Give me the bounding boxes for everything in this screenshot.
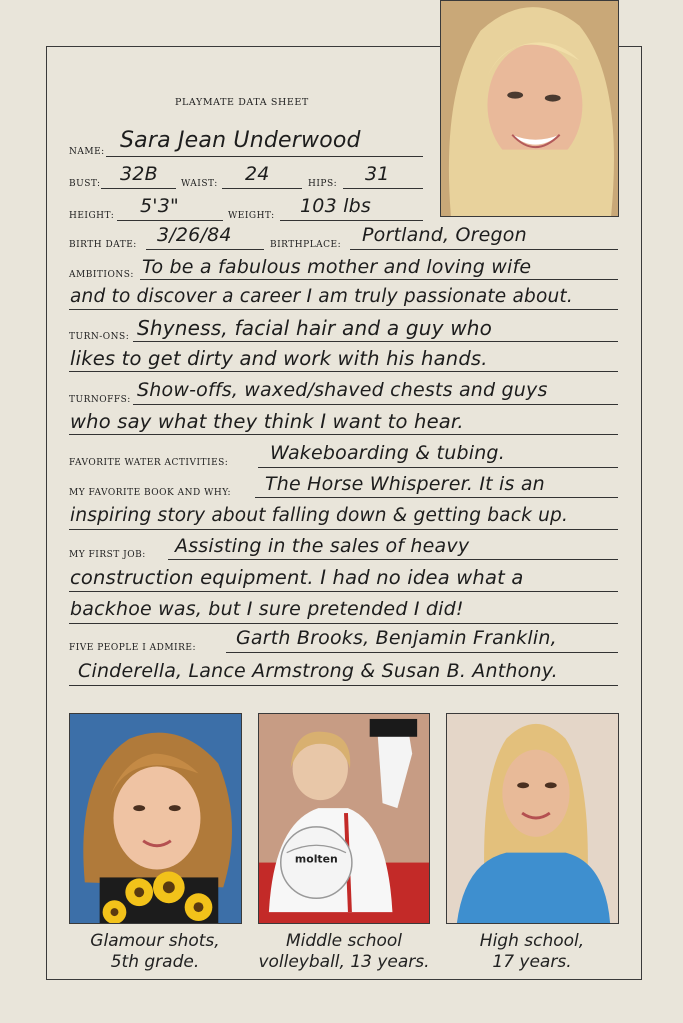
job-value-3: backhoe was, but I sure pretended I did! (70, 598, 464, 620)
weight-line (280, 220, 423, 221)
admire-line-2 (69, 685, 618, 686)
job-line-2 (69, 591, 618, 592)
birth-date-line (146, 249, 264, 250)
volleyball-caption-line-2: volleyball, 13 years. (258, 952, 430, 972)
height-value: 5'3" (140, 195, 179, 217)
turnoffs-line-2 (69, 434, 618, 435)
bust-line (101, 188, 176, 189)
height-line (117, 220, 223, 221)
bust-label: BUST: (69, 179, 101, 189)
glamour-caption (55, 931, 255, 973)
book-line-2 (69, 529, 618, 530)
name-label: NAME: (69, 147, 105, 157)
turn-ons-line-2 (69, 371, 618, 372)
birthplace-value: Portland, Oregon (362, 224, 527, 246)
birth-date-label: BIRTH DATE: (69, 240, 137, 250)
name-line (106, 156, 423, 157)
volleyball-caption-line-1: Middle school (285, 931, 403, 951)
water-label: FAVORITE WATER ACTIVITIES: (69, 458, 229, 468)
hips-value: 31 (365, 163, 390, 185)
birthplace-line (350, 249, 618, 250)
highschool-caption (437, 931, 627, 973)
ambitions-label: AMBITIONS: (69, 270, 134, 280)
turn-ons-label: TURN-ONS: (69, 332, 130, 342)
name-value: Sara Jean Underwood (120, 128, 361, 153)
admire-value-1: Garth Brooks, Benjamin Franklin, (236, 627, 557, 649)
highschool-caption-line-1: High school, (479, 931, 585, 951)
turn-ons-value-2: likes to get dirty and work with his hands. (70, 347, 488, 370)
job-value-1: Assisting in the sales of heavy (175, 535, 470, 557)
glamour-caption-line-1: Glamour shots, (90, 931, 220, 951)
book-line-1 (255, 497, 618, 498)
glamour-photo (69, 713, 242, 924)
ambitions-value-2: and to discover a career I am truly passionate about. (70, 286, 573, 307)
highschool-caption-line-2: 17 years. (492, 952, 572, 972)
volleyball-brand: molten (294, 852, 338, 866)
water-line (258, 467, 618, 468)
volleyball-caption (238, 931, 450, 973)
book-value-1: The Horse Whisperer. It is an (265, 473, 545, 495)
waist-label: WAIST: (181, 179, 218, 189)
ambitions-line-1 (140, 279, 618, 280)
book-value-2: inspiring story about falling down & getting back up. (70, 505, 569, 526)
ambitions-value-1: To be a fabulous mother and loving wife (142, 256, 532, 278)
highschool-photo (446, 713, 619, 924)
turnoffs-value-1: Show-offs, waxed/shaved chests and guys (137, 379, 548, 401)
admire-value-2: Cinderella, Lance Armstrong & Susan B. Anthony. (78, 660, 558, 682)
weight-value: 103 lbs (300, 195, 371, 217)
turn-ons-line-1 (133, 341, 618, 342)
bust-value: 32B (120, 163, 158, 185)
job-label: MY FIRST JOB: (69, 550, 146, 560)
job-value-2: construction equipment. I had no idea what a (70, 566, 524, 589)
job-line-3 (69, 623, 618, 624)
sheet-title: PLAYMATE DATA SHEET (175, 97, 309, 108)
weight-label: WEIGHT: (228, 211, 275, 221)
height-label: HEIGHT: (69, 211, 115, 221)
waist-line (222, 188, 302, 189)
turnoffs-value-2: who say what they think I want to hear. (70, 410, 464, 433)
turnoffs-label: TURNOFFS: (69, 395, 131, 405)
turn-ons-value-1: Shyness, facial hair and a guy who (137, 316, 493, 340)
ambitions-line-2 (69, 309, 618, 310)
book-label: MY FAVORITE BOOK AND WHY: (69, 488, 232, 498)
hips-label: HIPS: (308, 179, 338, 189)
waist-value: 24 (245, 163, 270, 185)
hips-line (343, 188, 423, 189)
birth-date-value: 3/26/84 (157, 224, 232, 246)
portrait-photo (440, 0, 619, 217)
job-line-1 (168, 559, 618, 560)
volleyball-photo (258, 713, 430, 924)
turnoffs-line-1 (133, 404, 618, 405)
birthplace-label: BIRTHPLACE: (270, 240, 342, 250)
water-value: Wakeboarding & tubing. (270, 442, 505, 464)
glamour-caption-line-2: 5th grade. (110, 952, 200, 972)
admire-line-1 (226, 652, 618, 653)
admire-label: FIVE PEOPLE I ADMIRE: (69, 643, 196, 653)
